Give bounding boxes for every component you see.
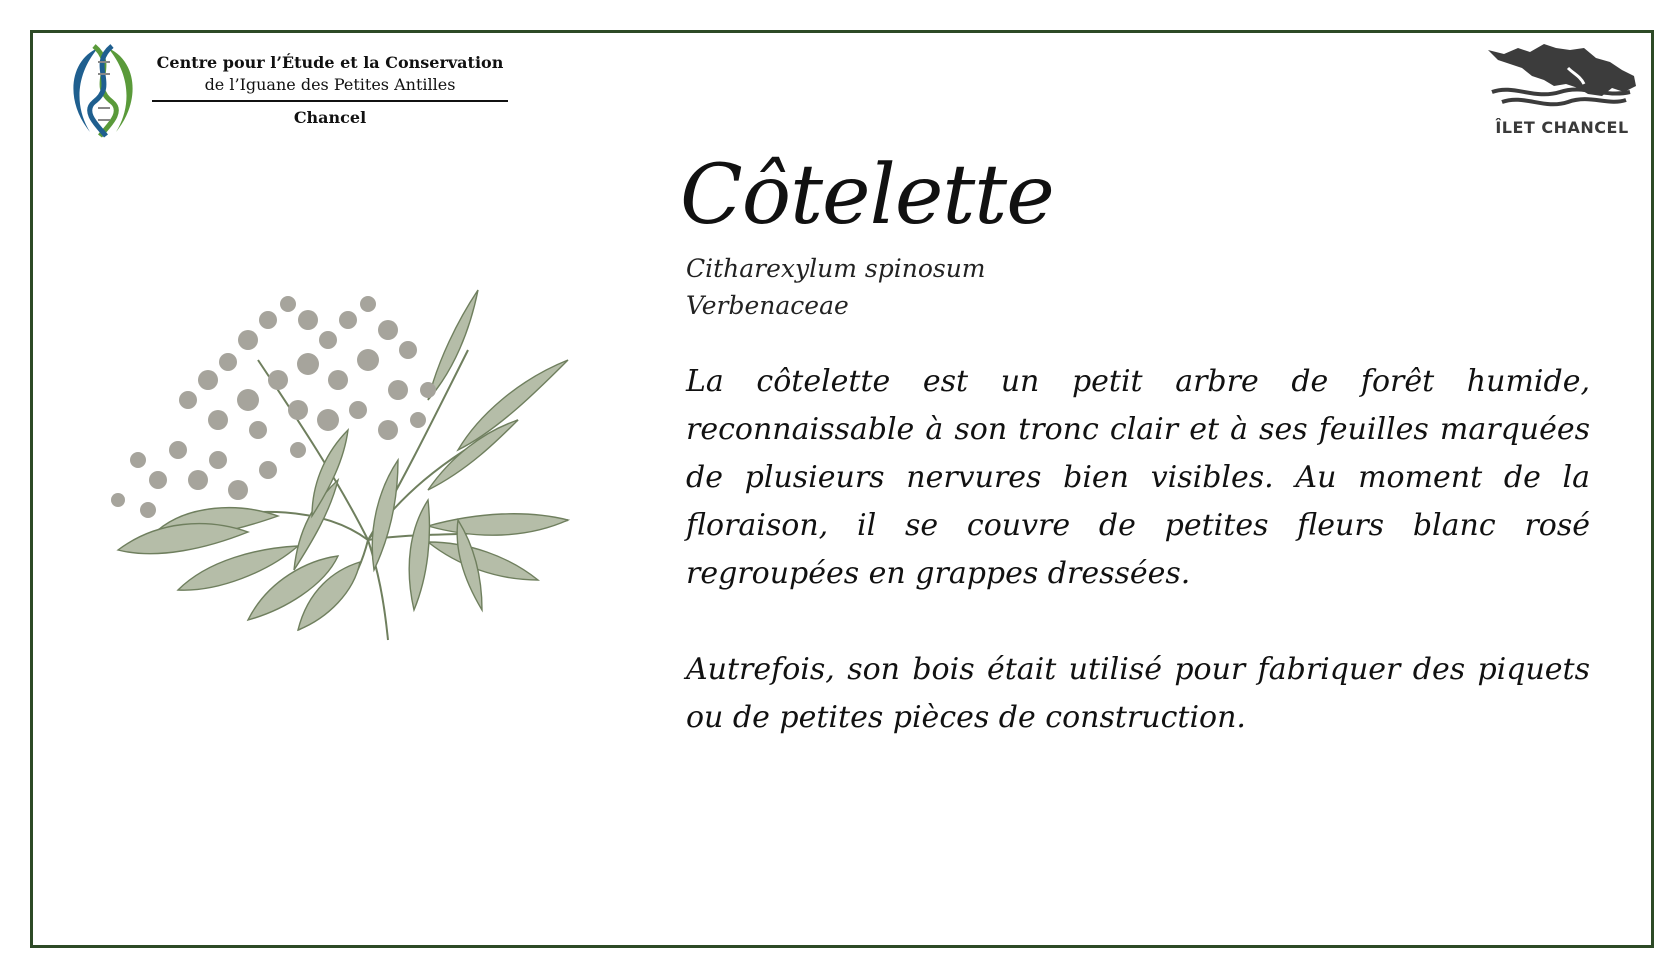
plant-taxonomy [686, 250, 986, 324]
organization-name [152, 52, 508, 128]
organization-line2: de l’Iguane des Petites Antilles [204, 75, 456, 94]
ilet-chancel-logo [1482, 40, 1642, 137]
plant-scientific-name: Citharexylum spinosum [686, 254, 986, 283]
organization-header [60, 40, 508, 140]
dna-helix-logo-icon [60, 40, 146, 140]
organization-divider [152, 100, 508, 102]
organization-line3: Chancel [293, 108, 367, 127]
plant-family: Verbenaceae [686, 291, 849, 320]
island-silhouette-icon [1484, 40, 1640, 114]
plant-description [686, 358, 1590, 790]
organization-line1: Centre pour l’Étude et la Conservation [156, 53, 504, 72]
plant-illustration-icon [98, 280, 618, 660]
description-paragraph-2: Autrefois, son bois était utilisé pour fabriquer des piquets ou de petites pièces de construction. [686, 652, 1590, 735]
plant-common-name: Côtelette [680, 148, 1054, 243]
description-paragraph-1: La côtelette est un petit arbre de forêt humide, reconnaissable à son tronc clair et à ses feuilles marquées de plusieurs nervures bien visibles. Au moment de la floraison, il se couvre de petites fleurs blanc rosé regroupées en grappes dressées. [686, 364, 1590, 591]
site-logo-label: ÎLET CHANCEL [1495, 118, 1629, 137]
